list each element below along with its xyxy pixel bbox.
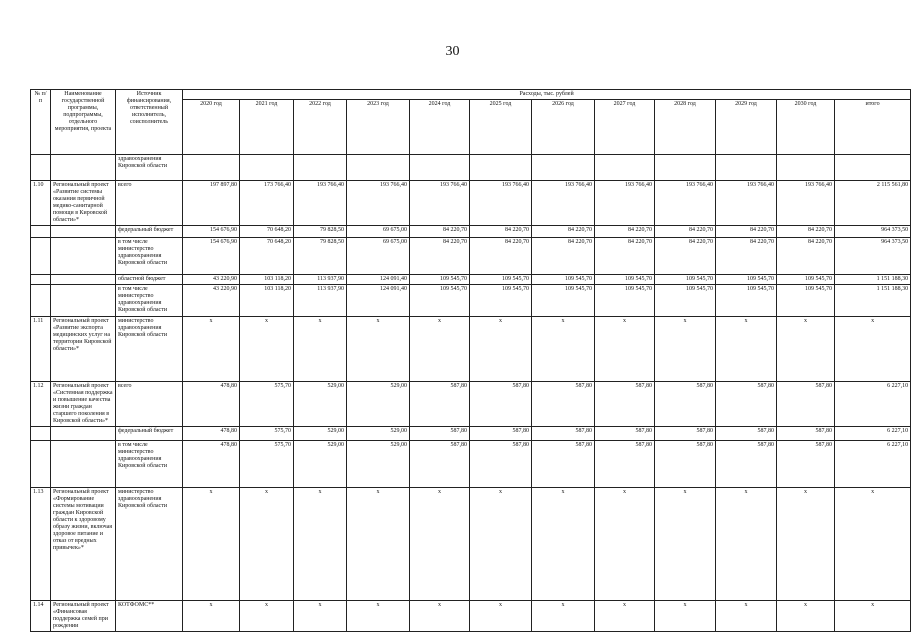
row-value: 103 118,20 bbox=[240, 275, 294, 285]
row-value: 587,80 bbox=[410, 382, 470, 427]
row-value: 587,80 bbox=[532, 382, 595, 427]
row-number: 1.11 bbox=[31, 317, 51, 382]
header-year: 2026 год bbox=[532, 100, 595, 155]
row-source: федеральный бюджет bbox=[116, 226, 183, 238]
row-value: 109 545,70 bbox=[470, 285, 532, 317]
row-value: 529,00 bbox=[294, 382, 347, 427]
row-value: 587,80 bbox=[777, 427, 835, 441]
row-value: 587,80 bbox=[410, 427, 470, 441]
header-year: итого bbox=[835, 100, 911, 155]
row-value: 587,80 bbox=[595, 427, 655, 441]
row-value bbox=[716, 155, 777, 181]
row-value: 587,80 bbox=[777, 382, 835, 427]
row-value: 124 091,40 bbox=[347, 285, 410, 317]
row-value: х bbox=[777, 488, 835, 601]
row-value: х bbox=[294, 317, 347, 382]
table-row bbox=[31, 601, 911, 632]
row-source: в том числе министерство здравоохранения Кировской области bbox=[116, 441, 183, 488]
row-value: 84 220,70 bbox=[716, 226, 777, 238]
row-name bbox=[51, 238, 116, 275]
row-name bbox=[51, 441, 116, 488]
row-number: 1.10 bbox=[31, 181, 51, 226]
row-value: 84 220,70 bbox=[716, 238, 777, 275]
row-value: 529,00 bbox=[347, 427, 410, 441]
row-value: 193 766,40 bbox=[410, 181, 470, 226]
table-row bbox=[31, 226, 911, 238]
row-value bbox=[470, 155, 532, 181]
table-body bbox=[31, 155, 911, 632]
row-number bbox=[31, 285, 51, 317]
row-value: х bbox=[532, 317, 595, 382]
table-row bbox=[31, 488, 911, 601]
row-value bbox=[835, 155, 911, 181]
row-value: 109 545,70 bbox=[655, 285, 716, 317]
header-source: Источник финансирования, ответственный исполнитель, соисполнитель bbox=[116, 90, 183, 155]
header-num: № п/п bbox=[31, 90, 51, 155]
row-value: х bbox=[183, 601, 240, 632]
header-year: 2021 год bbox=[240, 100, 294, 155]
row-value: 1 151 188,30 bbox=[835, 285, 911, 317]
row-value: х bbox=[716, 601, 777, 632]
row-value: х bbox=[470, 601, 532, 632]
row-value: 193 766,40 bbox=[777, 181, 835, 226]
row-value: 587,80 bbox=[655, 441, 716, 488]
row-value: 587,80 bbox=[716, 441, 777, 488]
row-value: 529,00 bbox=[347, 382, 410, 427]
row-value: х bbox=[240, 601, 294, 632]
row-value: х bbox=[595, 488, 655, 601]
row-value: х bbox=[835, 488, 911, 601]
row-value: 587,80 bbox=[470, 441, 532, 488]
row-value: 575,70 bbox=[240, 427, 294, 441]
row-value: х bbox=[716, 317, 777, 382]
row-value: 79 828,50 bbox=[294, 238, 347, 275]
row-value: 197 897,80 bbox=[183, 181, 240, 226]
row-name: Региональный проект «Развитие экспорта медицинских услуг на территории Кировской области»* bbox=[51, 317, 116, 382]
row-value: 193 766,40 bbox=[716, 181, 777, 226]
row-value: 575,70 bbox=[240, 382, 294, 427]
row-value: 113 937,90 bbox=[294, 275, 347, 285]
row-name: Региональный проект «Системная поддержка и повышение качества жизни граждан старшего поколения в Кировской области»* bbox=[51, 382, 116, 427]
header-name: Наименование государственной программы, подпрограммы, отдельного мероприятия, проекта bbox=[51, 90, 116, 155]
row-value: х bbox=[655, 601, 716, 632]
row-value: 6 227,10 bbox=[835, 441, 911, 488]
row-name: Региональный проект «Развитие системы оказания первичной медико-санитарной помощи в Кировской области»* bbox=[51, 181, 116, 226]
row-value: 154 676,90 bbox=[183, 226, 240, 238]
row-value: 69 675,00 bbox=[347, 238, 410, 275]
row-value: 84 220,70 bbox=[595, 238, 655, 275]
row-source: всего bbox=[116, 181, 183, 226]
header-year: 2020 год bbox=[183, 100, 240, 155]
row-value: 193 766,40 bbox=[595, 181, 655, 226]
row-value: 587,80 bbox=[470, 427, 532, 441]
row-value: 84 220,70 bbox=[532, 226, 595, 238]
row-value: х bbox=[347, 601, 410, 632]
row-value: 478,80 bbox=[183, 441, 240, 488]
row-value: х bbox=[470, 488, 532, 601]
row-value: 109 545,70 bbox=[532, 285, 595, 317]
row-name bbox=[51, 155, 116, 181]
row-value: х bbox=[777, 601, 835, 632]
row-value: 193 766,40 bbox=[532, 181, 595, 226]
header-year: 2029 год bbox=[716, 100, 777, 155]
row-source: федеральный бюджет bbox=[116, 427, 183, 441]
row-value: х bbox=[655, 488, 716, 601]
row-value bbox=[655, 155, 716, 181]
row-value: 587,80 bbox=[595, 441, 655, 488]
row-value: 173 766,40 bbox=[240, 181, 294, 226]
row-value: 587,80 bbox=[777, 441, 835, 488]
row-value: х bbox=[655, 317, 716, 382]
row-value: 587,80 bbox=[532, 427, 595, 441]
row-value: 154 676,90 bbox=[183, 238, 240, 275]
table-row bbox=[31, 275, 911, 285]
row-value: 2 115 561,80 bbox=[835, 181, 911, 226]
table-row bbox=[31, 155, 911, 181]
row-value: 478,80 bbox=[183, 382, 240, 427]
header-year: 2024 год bbox=[410, 100, 470, 155]
row-value: 70 648,20 bbox=[240, 238, 294, 275]
row-value bbox=[294, 155, 347, 181]
row-value: х bbox=[240, 488, 294, 601]
page-number: 30 bbox=[445, 44, 460, 59]
row-source: областной бюджет bbox=[116, 275, 183, 285]
row-value: 84 220,70 bbox=[655, 238, 716, 275]
row-value: 84 220,70 bbox=[655, 226, 716, 238]
row-value: х bbox=[595, 317, 655, 382]
row-value bbox=[410, 155, 470, 181]
header-year: 2030 год bbox=[777, 100, 835, 155]
row-value: 109 545,70 bbox=[410, 285, 470, 317]
row-value: 109 545,70 bbox=[470, 275, 532, 285]
row-name bbox=[51, 275, 116, 285]
row-value: 84 220,70 bbox=[777, 238, 835, 275]
row-value: 113 937,90 bbox=[294, 285, 347, 317]
row-value: 109 545,70 bbox=[716, 285, 777, 317]
row-number bbox=[31, 155, 51, 181]
row-name bbox=[51, 226, 116, 238]
row-value: х bbox=[532, 601, 595, 632]
row-value bbox=[595, 155, 655, 181]
row-value: 79 828,50 bbox=[294, 226, 347, 238]
row-number: 1.13 bbox=[31, 488, 51, 601]
row-number bbox=[31, 238, 51, 275]
row-value: 529,00 bbox=[294, 427, 347, 441]
row-value: 964 373,50 bbox=[835, 226, 911, 238]
row-source: министерство здравоохранения Кировской области bbox=[116, 488, 183, 601]
row-value: 109 545,70 bbox=[716, 275, 777, 285]
row-value: х bbox=[532, 488, 595, 601]
row-value: 43 220,90 bbox=[183, 275, 240, 285]
row-value: х bbox=[347, 317, 410, 382]
row-value bbox=[183, 155, 240, 181]
row-value: 124 091,40 bbox=[347, 275, 410, 285]
row-source: в том числе министерство здравоохранения Кировской области bbox=[116, 285, 183, 317]
row-value: 964 373,50 bbox=[835, 238, 911, 275]
row-value: 43 220,90 bbox=[183, 285, 240, 317]
row-value: 84 220,70 bbox=[410, 238, 470, 275]
expenses-table bbox=[30, 89, 911, 632]
row-value: 529,00 bbox=[294, 441, 347, 488]
row-number bbox=[31, 441, 51, 488]
row-value: 109 545,70 bbox=[595, 275, 655, 285]
row-value: х bbox=[294, 601, 347, 632]
row-value: х bbox=[835, 317, 911, 382]
row-value bbox=[777, 155, 835, 181]
row-value: 109 545,70 bbox=[595, 285, 655, 317]
row-number bbox=[31, 226, 51, 238]
row-value: х bbox=[410, 488, 470, 601]
row-value: х bbox=[777, 317, 835, 382]
row-value: 1 151 188,30 bbox=[835, 275, 911, 285]
row-value bbox=[532, 155, 595, 181]
row-value: х bbox=[240, 317, 294, 382]
row-value: 109 545,70 bbox=[777, 275, 835, 285]
header-year: 2023 год bbox=[347, 100, 410, 155]
row-value bbox=[240, 155, 294, 181]
row-value: х bbox=[470, 317, 532, 382]
row-number bbox=[31, 427, 51, 441]
row-value: 193 766,40 bbox=[294, 181, 347, 226]
row-value: 109 545,70 bbox=[410, 275, 470, 285]
table-row bbox=[31, 382, 911, 427]
row-value: 587,80 bbox=[595, 382, 655, 427]
row-value: 193 766,40 bbox=[655, 181, 716, 226]
row-value: 109 545,70 bbox=[655, 275, 716, 285]
table-row bbox=[31, 317, 911, 382]
row-value: 587,80 bbox=[655, 427, 716, 441]
row-value: 84 220,70 bbox=[777, 226, 835, 238]
row-value: х bbox=[183, 488, 240, 601]
row-value: 109 545,70 bbox=[532, 275, 595, 285]
header-year: 2028 год bbox=[655, 100, 716, 155]
header-year: 2027 год bbox=[595, 100, 655, 155]
row-value: х bbox=[183, 317, 240, 382]
row-source: министерство здравоохранения Кировской области bbox=[116, 317, 183, 382]
table-row bbox=[31, 285, 911, 317]
table-row bbox=[31, 427, 911, 441]
row-value: 587,80 bbox=[470, 382, 532, 427]
row-source: всего bbox=[116, 382, 183, 427]
row-value: 69 675,00 bbox=[347, 226, 410, 238]
row-value: 6 227,10 bbox=[835, 382, 911, 427]
row-name: Региональный проект «Финансовая поддержка семей при рождении bbox=[51, 601, 116, 632]
row-name bbox=[51, 427, 116, 441]
row-number: 1.14 bbox=[31, 601, 51, 632]
row-value: х bbox=[595, 601, 655, 632]
table-row bbox=[31, 181, 911, 226]
row-value: 587,80 bbox=[655, 382, 716, 427]
row-value: 109 545,70 bbox=[777, 285, 835, 317]
row-value: 193 766,40 bbox=[347, 181, 410, 226]
row-value: х bbox=[347, 488, 410, 601]
row-value: 193 766,40 bbox=[470, 181, 532, 226]
row-number bbox=[31, 275, 51, 285]
row-value: х bbox=[410, 317, 470, 382]
row-value: 84 220,70 bbox=[595, 226, 655, 238]
row-value: х bbox=[716, 488, 777, 601]
row-value: 529,00 bbox=[347, 441, 410, 488]
row-name bbox=[51, 285, 116, 317]
row-source: здравоохранения Кировской области bbox=[116, 155, 183, 181]
header-year: 2025 год bbox=[470, 100, 532, 155]
row-value: 575,70 bbox=[240, 441, 294, 488]
row-source: КОТФОМС** bbox=[116, 601, 183, 632]
row-name: Региональный проект «Формирование системы мотивации граждан Кировской области к здоровому образу жизни, включая здоровое питание и отказ от вредных привычек»* bbox=[51, 488, 116, 601]
row-value: 587,80 bbox=[410, 441, 470, 488]
row-value: 6 227,10 bbox=[835, 427, 911, 441]
row-value: х bbox=[410, 601, 470, 632]
row-value: 587,80 bbox=[716, 382, 777, 427]
header-year: 2022 год bbox=[294, 100, 347, 155]
row-value: 84 220,70 bbox=[470, 226, 532, 238]
row-value: 84 220,70 bbox=[470, 238, 532, 275]
row-value: 478,80 bbox=[183, 427, 240, 441]
row-value: х bbox=[294, 488, 347, 601]
header-expenses: Расходы, тыс. рублей bbox=[183, 90, 911, 100]
row-value bbox=[347, 155, 410, 181]
row-source: в том числе министерство здравоохранения Кировской области bbox=[116, 238, 183, 275]
row-value: х bbox=[835, 601, 911, 632]
row-value: 587,80 bbox=[716, 427, 777, 441]
row-value: 70 648,20 bbox=[240, 226, 294, 238]
table-row bbox=[31, 441, 911, 488]
row-value: 587,80 bbox=[532, 441, 595, 488]
row-value: 103 118,20 bbox=[240, 285, 294, 317]
row-value: 84 220,70 bbox=[410, 226, 470, 238]
table-row bbox=[31, 238, 911, 275]
row-number: 1.12 bbox=[31, 382, 51, 427]
row-value: 84 220,70 bbox=[532, 238, 595, 275]
